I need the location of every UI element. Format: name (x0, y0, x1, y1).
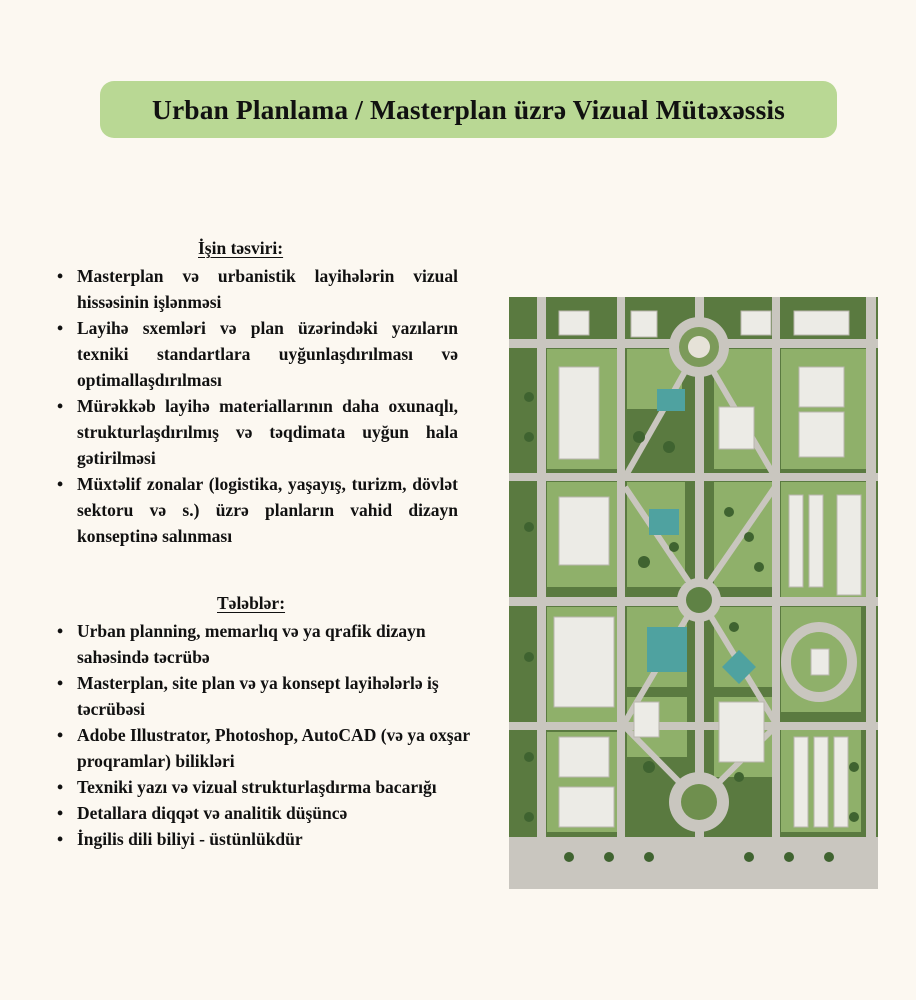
bullet-icon: • (57, 829, 64, 849)
masterplan-aerial-image (509, 297, 878, 889)
bullet-icon: • (57, 396, 64, 416)
bullet-icon: • (57, 318, 64, 338)
bullet-icon: • (57, 725, 64, 745)
bullet-icon: • (57, 803, 64, 823)
list-item: • Mürəkkəb layihə materiallarının daha oxunaqlı, strukturlaşdırılmış və təqdimata uyğun hala gətirilməsi (54, 393, 458, 471)
bullet-icon: • (57, 621, 64, 641)
bullet-icon: • (57, 777, 64, 797)
bullet-icon: • (57, 474, 64, 494)
job-description-heading: İşin təsviri: (198, 238, 284, 258)
bullet-icon: • (57, 673, 64, 693)
list-item: • İngilis dili biliyi - üstünlükdür (54, 826, 474, 852)
list-item: • Adobe Illustrator, Photoshop, AutoCAD (və ya oxşar proqramlar) bilikləri (54, 722, 474, 774)
bullet-icon: • (57, 266, 64, 286)
requirements-list (54, 618, 474, 852)
list-item: • Masterplan, site plan və ya konsept layihələrlə iş təcrübəsi (54, 670, 474, 722)
requirements-heading: Tələblər: (217, 593, 286, 613)
masterplan-illustration (509, 297, 878, 889)
list-item: • Texniki yazı və vizual strukturlaşdırma bacarığı (54, 774, 474, 800)
page-title: Urban Planlama / Masterplan üzrə Vizual Mütəxəssis (152, 93, 785, 125)
list-item: • Detallara diqqət və analitik düşüncə (54, 800, 474, 826)
job-description-list (54, 263, 458, 549)
list-item: • Layihə sxemləri və plan üzərindəki yazıların texniki standartlara uyğunlaşdırılması və optimallaşdırılması (54, 315, 458, 393)
list-item: • Müxtəlif zonalar (logistika, yaşayış, turizm, dövlət sektoru və s.) üzrə planların vahid dizayn konseptinə salınması (54, 471, 458, 549)
title-banner (100, 81, 837, 138)
list-item: • Urban planning, memarlıq və ya qrafik dizayn sahəsində təcrübə (54, 618, 474, 670)
list-item: • Masterplan və urbanistik layihələrin vizual hissəsinin işlənməsi (54, 263, 458, 315)
